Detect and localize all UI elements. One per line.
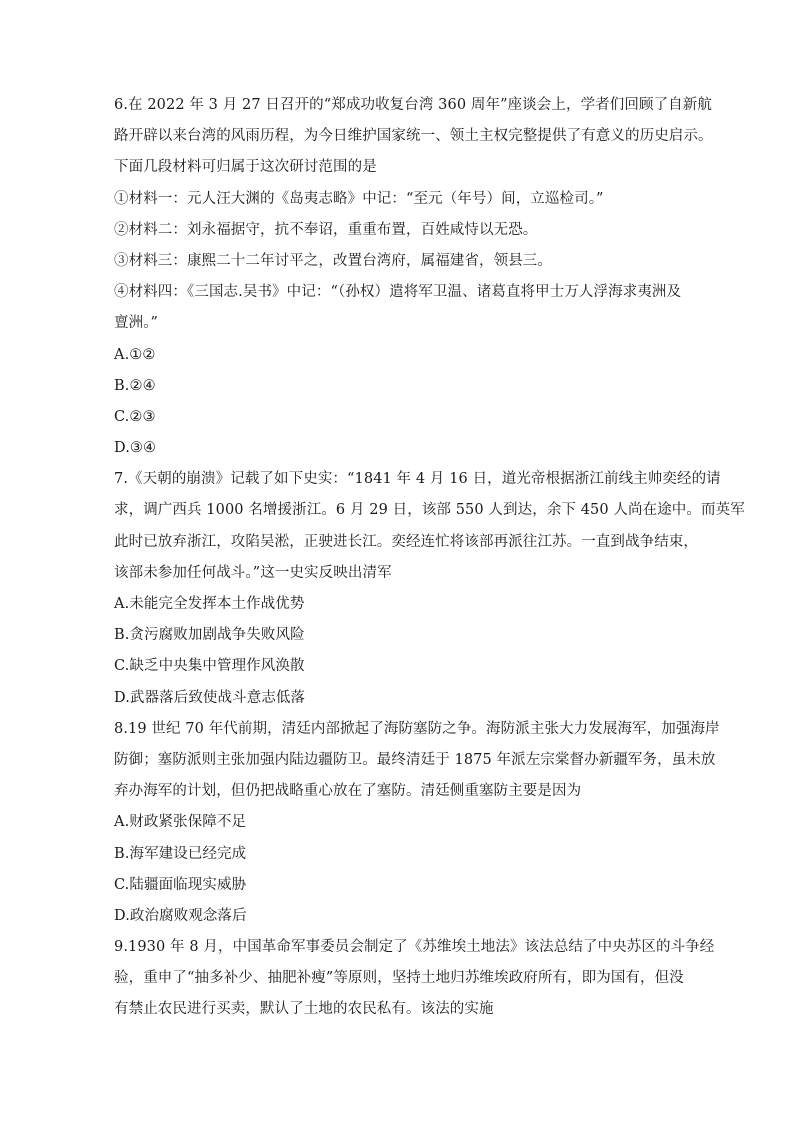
stem-line: 6.在 2022 年 3 月 27 日召开的“郑成功收复台湾 360 周年”座谈会上，学者们回顾了自新航 bbox=[114, 97, 712, 113]
answer-option-a[interactable]: A.①② bbox=[114, 346, 156, 363]
answer-option-b[interactable]: B.贪污腐败加剧战争失败风险 bbox=[114, 627, 305, 644]
stem-line: ②材料二：刘永福据守，抗不奉诏，重重布置，百姓咸恃以无恐。 bbox=[114, 221, 538, 238]
stem-line: 此时已放弃浙江，攻陷吴淞，正驶进长江。奕经连忙将该部再派往江苏。一直到战争结束， bbox=[114, 533, 698, 550]
stem-line: 8.19 世纪 70 年代前期，清廷内部掀起了海防塞防之争。海防派主张大力发展海军，加强海岸 bbox=[114, 720, 720, 737]
stem-line: 7.《天朝的崩溃》记载了如下史实：“1841 年 4 月 16 日，道光帝根据浙江前线主帅奕经的请 bbox=[114, 471, 721, 488]
answer-option-b[interactable]: B.海军建设已经完成 bbox=[114, 845, 247, 862]
answer-option-c[interactable]: C.②③ bbox=[114, 408, 156, 425]
answer-option-a[interactable]: A.未能完全发挥本土作战优势 bbox=[114, 596, 305, 612]
stem-line: ④材料四：《三国志.吴书》中记：“（孙权）遣将军卫温、诸葛直将甲士万人浮海求夷洲及 bbox=[114, 284, 682, 301]
answer-option-d[interactable]: D.③④ bbox=[114, 440, 157, 457]
stem-line: 求，调广西兵 1000 名增援浙江。6 月 29 日，该部 550 人到达，余下 450 人尚在途中。而英军 bbox=[114, 502, 745, 519]
stem-line: 9.1930 年 8 月，中国革命军事委员会制定了《苏维埃土地法》该法总结了中央苏区的斗争经 bbox=[114, 939, 715, 956]
stem-line: 下面几段材料可归属于这次研讨范围的是 bbox=[114, 159, 377, 176]
stem-line: 亶洲。” bbox=[114, 315, 159, 332]
stem-line: 验，重申了“抽多补少、抽肥补瘦”等原则，坚持土地归苏维埃政府所有，即为国有，但没 bbox=[114, 970, 684, 987]
question-stem bbox=[114, 932, 715, 1026]
answer-option-b[interactable]: B.②④ bbox=[114, 377, 156, 394]
answer-options bbox=[114, 807, 694, 932]
stem-line: 有禁止农民进行买卖，默认了土地的农民私有。该法的实施 bbox=[114, 1001, 494, 1018]
stem-line: 防御；塞防派则主张加强内陆边疆防卫。最终清廷于 1875 年派左宗棠督办新疆军务，虽未放 bbox=[114, 751, 716, 768]
question-9 bbox=[114, 932, 715, 1026]
answer-options bbox=[114, 340, 694, 465]
answer-options bbox=[114, 589, 694, 714]
answer-option-c[interactable]: C.缺乏中央集中管理作风涣散 bbox=[114, 658, 305, 675]
answer-option-c[interactable]: C.陆疆面临现实威胁 bbox=[114, 876, 247, 893]
question-8 bbox=[114, 714, 720, 932]
question-list bbox=[114, 90, 745, 1026]
answer-option-d[interactable]: D.政治腐败观念落后 bbox=[114, 907, 247, 924]
answer-option-d[interactable]: D.武器落后致使战斗意志低落 bbox=[114, 689, 306, 706]
question-stem bbox=[114, 90, 713, 340]
stem-line: ①材料一：元人汪大渊的《岛夷志略》中记：“至元（年号）间，立巡检司。” bbox=[114, 190, 604, 207]
answer-option-a[interactable]: A.财政紧张保障不足 bbox=[114, 814, 247, 831]
question-7 bbox=[114, 464, 745, 714]
stem-line: 路开辟以来台湾的风雨历程，为今日维护国家统一、领土主权完整提供了有意义的历史启示。 bbox=[114, 128, 713, 145]
stem-line: 弃办海军的计划，但仍把战略重心放在了塞防。清廷侧重塞防主要是因为 bbox=[114, 783, 582, 800]
stem-line: 该部未参加任何战斗。”这一史实反映出清军 bbox=[114, 564, 392, 581]
question-stem bbox=[114, 464, 745, 589]
question-6 bbox=[114, 90, 713, 464]
stem-line: ③材料三：康熙二十二年讨平之，改置台湾府，属福建省，领县三。 bbox=[114, 252, 552, 269]
question-stem bbox=[114, 714, 720, 808]
